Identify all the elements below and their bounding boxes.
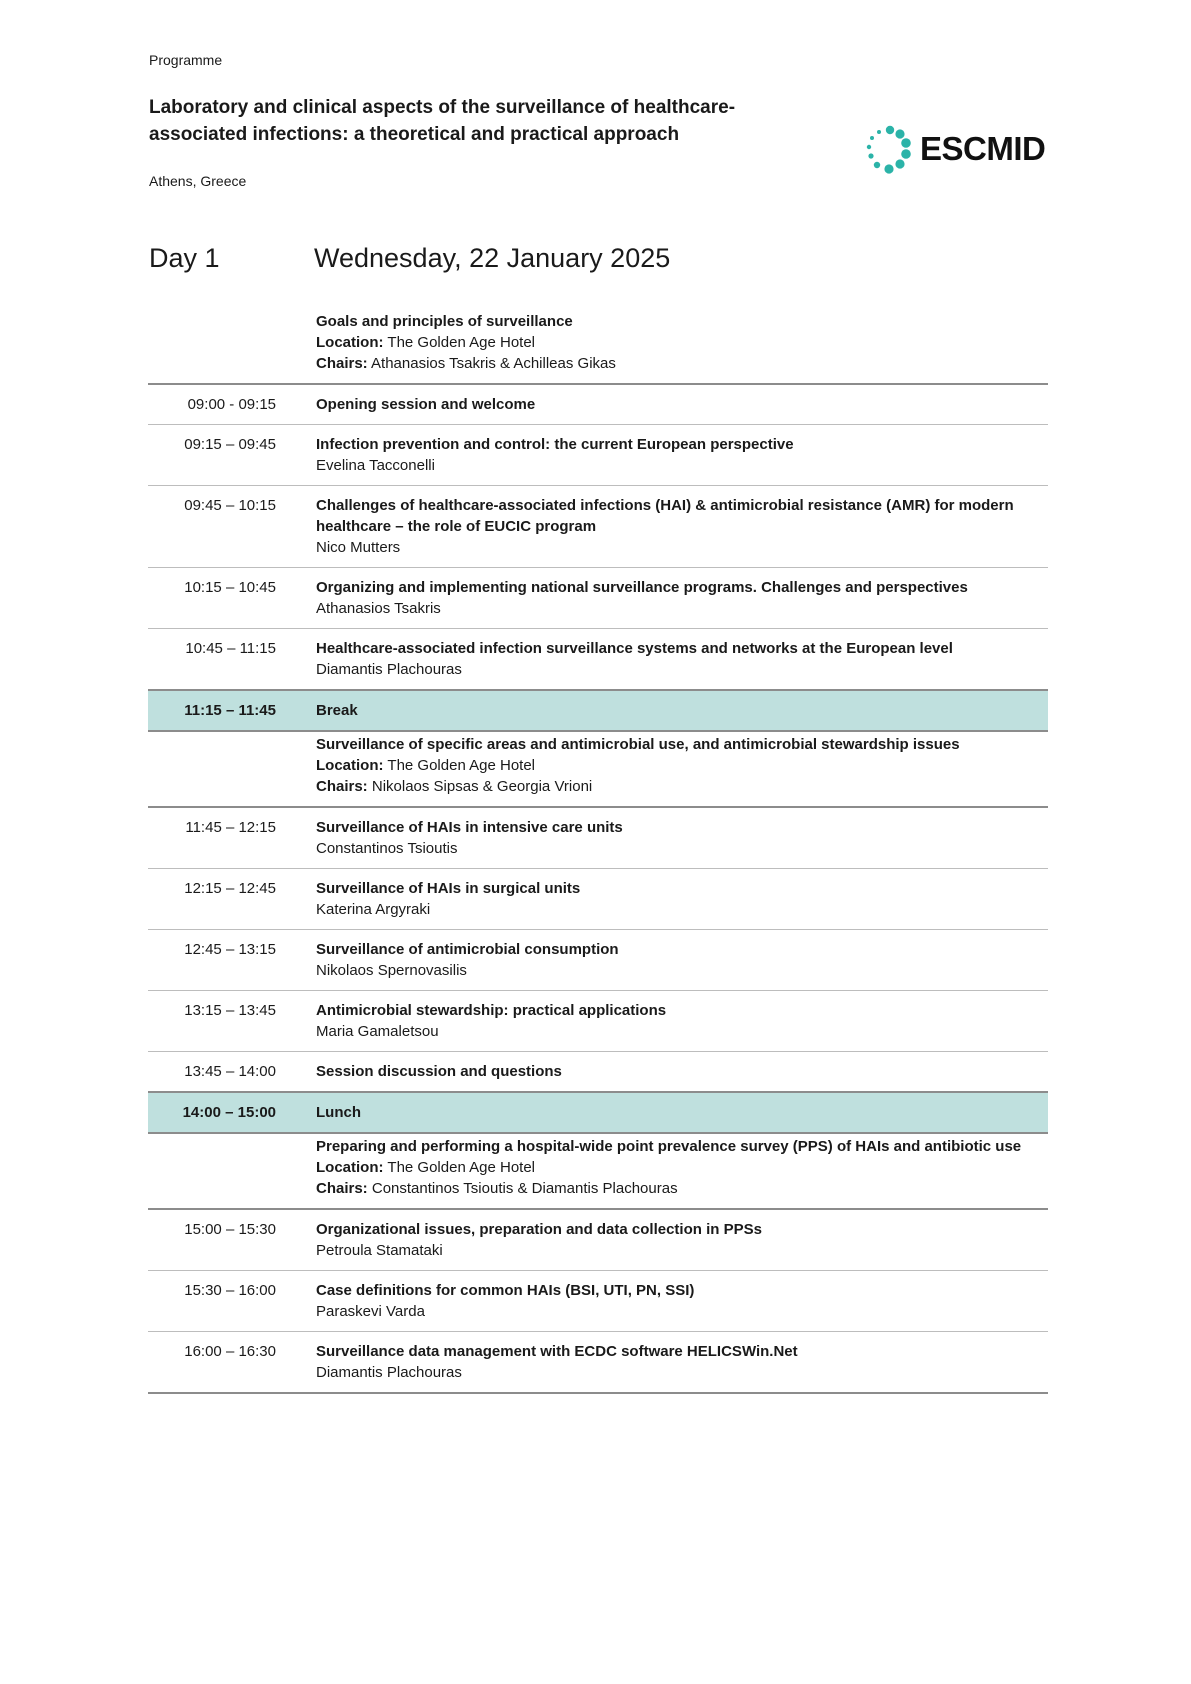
escmid-dots-icon — [862, 124, 912, 174]
table-row — [148, 1270, 1048, 1331]
talk-title: Surveillance of antimicrobial consumption — [316, 941, 619, 958]
talk-time: 12:45 – 13:15 — [184, 941, 276, 958]
logo-text: ESCMID — [920, 130, 1046, 167]
talk-speaker: Diamantis Plachouras — [316, 661, 462, 678]
talk-time: 09:15 – 09:45 — [184, 436, 276, 453]
event-location: Athens, Greece — [149, 173, 247, 189]
table-row — [148, 1208, 1048, 1270]
talk-time: 15:30 – 16:00 — [184, 1282, 276, 1299]
session-header — [148, 1132, 1048, 1208]
session-header — [148, 309, 1048, 383]
break-time: 14:00 – 15:00 — [182, 1104, 276, 1121]
session-location: Location: The Golden Age Hotel — [316, 1159, 536, 1176]
table-row — [148, 485, 1048, 567]
session-title: Goals and principles of surveillance — [316, 313, 573, 330]
table-row — [148, 383, 1048, 424]
break-row — [148, 689, 1048, 730]
table-row — [148, 868, 1048, 929]
document-title: Laboratory and clinical aspects of the surveillance of healthcare-associated infections: a theoretical and practical approach — [149, 97, 736, 145]
talk-time: 13:45 – 14:00 — [184, 1063, 276, 1080]
talk-speaker: Nikolaos Spernovasilis — [316, 962, 467, 979]
talk-speaker: Evelina Tacconelli — [316, 457, 435, 474]
talk-title: Organizing and implementing national surveillance programs. Challenges and perspectives — [316, 579, 968, 596]
talk-time: 11:45 – 12:15 — [185, 819, 276, 836]
break-time: 11:15 – 11:45 — [184, 702, 276, 719]
session-chairs: Chairs: Athanasios Tsakris & Achilleas Gikas — [316, 355, 616, 372]
talk-time: 09:00 - 09:15 — [187, 396, 276, 413]
talk-time: 10:15 – 10:45 — [184, 579, 276, 596]
session-chairs: Chairs: Constantinos Tsioutis & Diamantis Plachouras — [316, 1180, 678, 1197]
session-header — [148, 730, 1048, 806]
day-label: Day 1 — [149, 243, 220, 273]
talk-title: Infection prevention and control: the current European perspective — [316, 436, 794, 453]
talk-title: Antimicrobial stewardship: practical applications — [316, 1002, 667, 1019]
break-title: Break — [316, 702, 358, 719]
day-date: Wednesday, 22 January 2025 — [314, 243, 671, 273]
table-row — [148, 806, 1048, 868]
session-title: Preparing and performing a hospital-wide point prevalence survey (PPS) of HAIs and antibiotic use — [316, 1138, 1022, 1155]
talk-time: 12:15 – 12:45 — [184, 880, 276, 897]
session-location: Location: The Golden Age Hotel — [316, 334, 536, 351]
talk-title: Surveillance of HAIs in surgical units — [316, 880, 581, 897]
break-row — [148, 1091, 1048, 1132]
escmid-logo — [862, 124, 1045, 174]
talk-title: Case definitions for common HAIs (BSI, UTI, PN, SSI) — [316, 1282, 695, 1299]
talk-speaker: Constantinos Tsioutis — [316, 840, 458, 857]
table-row — [148, 628, 1048, 689]
talk-time: 16:00 – 16:30 — [184, 1343, 276, 1360]
table-row — [148, 424, 1048, 485]
talk-speaker: Maria Gamaletsou — [316, 1023, 439, 1040]
talk-title: Surveillance data management with ECDC software HELICSWin.Net — [316, 1343, 798, 1360]
talk-title: Opening session and welcome — [316, 396, 536, 413]
talk-speaker: Diamantis Plachouras — [316, 1364, 462, 1381]
talk-title: Session discussion and questions — [316, 1063, 562, 1080]
table-row — [148, 929, 1048, 990]
talk-time: 10:45 – 11:15 — [185, 640, 276, 657]
programme-kicker: Programme — [149, 52, 223, 68]
table-row — [148, 990, 1048, 1051]
talk-title: Organizational issues, preparation and data collection in PPSs — [316, 1221, 762, 1238]
programme-table — [148, 309, 1048, 1394]
talk-title: Surveillance of HAIs in intensive care units — [316, 819, 623, 836]
table-row — [148, 1331, 1048, 1394]
table-row — [148, 1051, 1048, 1091]
session-title: Surveillance of specific areas and antimicrobial use, and antimicrobial stewardship issues — [316, 736, 960, 753]
talk-speaker: Athanasios Tsakris — [316, 600, 441, 617]
table-row — [148, 567, 1048, 628]
talk-speaker: Nico Mutters — [316, 539, 401, 556]
talk-time: 09:45 – 10:15 — [184, 497, 276, 514]
talk-time: 13:15 – 13:45 — [184, 1002, 276, 1019]
talk-speaker: Paraskevi Varda — [316, 1303, 425, 1320]
talk-speaker: Katerina Argyraki — [316, 901, 431, 918]
session-location: Location: The Golden Age Hotel — [316, 757, 536, 774]
talk-time: 15:00 – 15:30 — [184, 1221, 276, 1238]
talk-speaker: Petroula Stamataki — [316, 1242, 443, 1259]
break-title: Lunch — [316, 1104, 361, 1121]
session-chairs: Chairs: Nikolaos Sipsas & Georgia Vrioni — [316, 778, 593, 795]
talk-title: Challenges of healthcare-associated infections (HAI) & antimicrobial resistance (AMR) for modern healthcare – the role of EUCIC program — [316, 497, 1014, 535]
talk-title: Healthcare-associated infection surveillance systems and networks at the European level — [316, 640, 953, 657]
